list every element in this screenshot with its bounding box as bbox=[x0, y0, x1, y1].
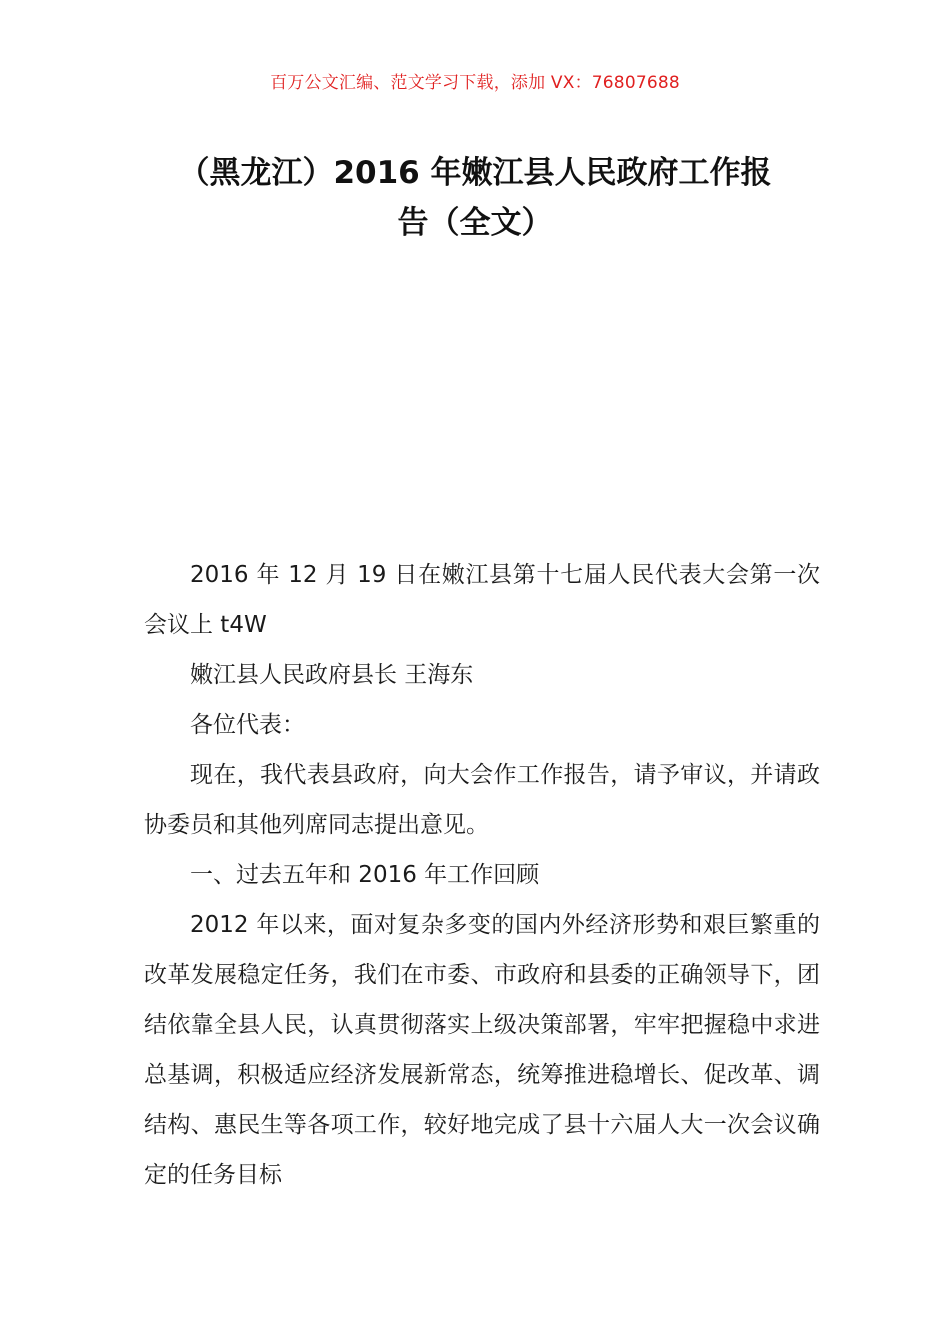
speaker-line: 嫩江县人民政府县长 王海东 bbox=[190, 662, 474, 688]
title-line-2: 告（全文） bbox=[397, 205, 553, 241]
header-note: 百万公文汇编、范文学习下载，添加 VX：76807688 bbox=[270, 73, 680, 93]
review-paragraph: 2012 年以来，面对复杂多变的国内外经济形势和艰巨繁重的改革发展稳定任务，我们在市委、市政府和县委的正确领导下，团结依靠全县人民，认真贯彻落实上级决策部署，牢牢把握稳中求进总基调，积极适应经济发展新常态，统筹推进稳增长、促改革、调结构、惠民生等各项工作，较好地完成了县十六届人大一次会议确定的任务目标 bbox=[144, 912, 820, 1188]
title-line-1: （黑龙江）2016 年嫩江县人民政府工作报 bbox=[178, 155, 772, 191]
meeting-info-paragraph: 2016 年 12 月 19 日在嫩江县第十七届人民代表大会第一次会议上 t4W bbox=[144, 562, 820, 638]
document-title bbox=[120, 148, 830, 248]
salutation: 各位代表： bbox=[190, 712, 305, 738]
document-body bbox=[144, 550, 820, 1200]
section-heading: 一、过去五年和 2016 年工作回顾 bbox=[190, 862, 540, 888]
intro-paragraph: 现在，我代表县政府，向大会作工作报告，请予审议，并请政协委员和其他列席同志提出意见。 bbox=[144, 762, 820, 838]
